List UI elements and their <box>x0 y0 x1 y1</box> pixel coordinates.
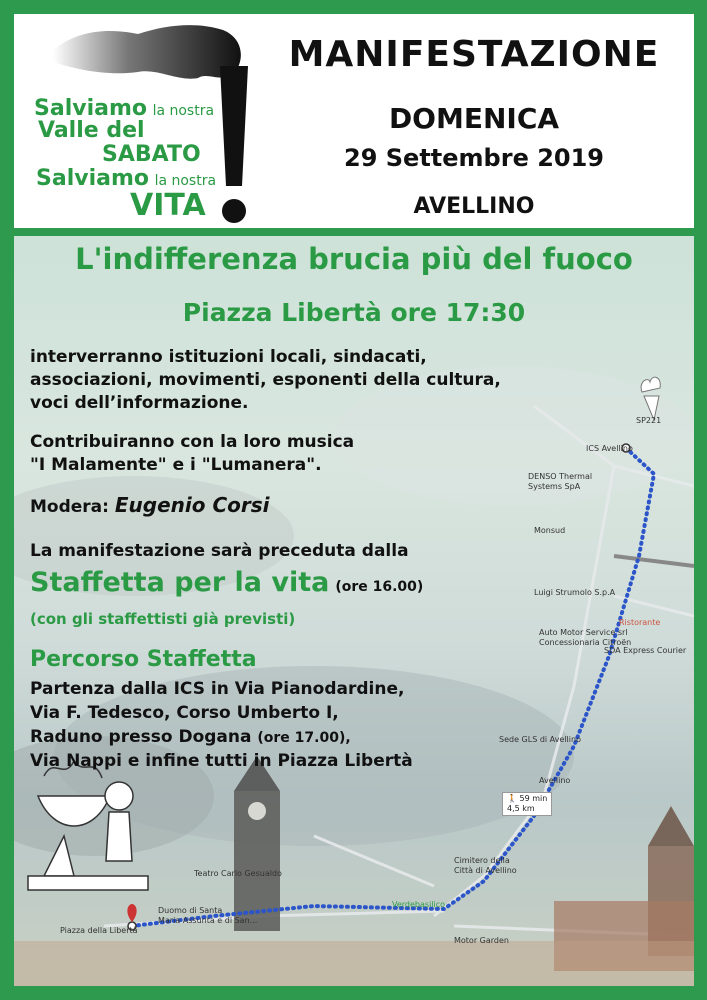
map-label-ristorante: Ristorante <box>619 618 661 627</box>
music-line-2: "I Malamente" e i "Lumanera". <box>30 455 322 475</box>
logo-salviamo-1: Salviamo <box>34 96 147 121</box>
map-label-monsud: Monsud <box>534 526 566 535</box>
place-time: Piazza Libertà ore 17:30 <box>182 298 526 327</box>
map-label-duomo-2: Maria Assunta e di San... <box>158 916 258 925</box>
map-label-avellino: Avellino <box>539 776 571 785</box>
route-title: Percorso Staffetta <box>30 647 257 672</box>
route-line-3: Raduno presso Dogana <box>30 727 252 747</box>
map-label-cimitero-1: Cimitero della <box>454 856 510 865</box>
logo-vita: VITA <box>130 188 206 223</box>
map-label-ics: ICS Avellino <box>586 444 633 453</box>
header <box>14 14 694 228</box>
speakers-line-1: interverranno istituzioni locali, sindacati, <box>30 347 427 367</box>
map-label-verde: Verdebasilico <box>392 900 446 909</box>
walk-icon: 🚶 <box>507 794 517 803</box>
relay-title: Staffetta per la vita <box>30 567 330 598</box>
route-line-4: Via Nappi e infine tutti in Piazza Libertà <box>30 751 413 771</box>
map-label-teatro: Teatro Carlo Gesualdo <box>194 869 282 878</box>
speakers-line-2: associazioni, movimenti, esponenti della cultura, <box>30 370 501 390</box>
map-label-cimitero-2: Città di Avellino <box>454 866 517 875</box>
moderator-label: Modera: <box>30 497 109 517</box>
map-label-luigi: Luigi Strumolo S.p.A <box>534 588 616 597</box>
logo-la-nostra-2: la nostra <box>154 173 217 189</box>
map-label-sda: SDA Express Courier <box>604 646 687 655</box>
headline: L'indifferenza brucia più del fuoco <box>75 242 633 276</box>
event-city: AVELLINO <box>413 194 535 219</box>
main-panel <box>14 236 694 986</box>
route-line-3-time: (ore 17.00), <box>257 730 351 746</box>
route-line-2: Via F. Tedesco, Corso Umberto I, <box>30 703 339 723</box>
music-line-1: Contribuiranno con la loro musica <box>30 432 355 452</box>
route-distance: 4,5 km <box>507 804 535 813</box>
exclamation-icon <box>214 66 254 226</box>
map-label-auto-1: Auto Motor Service srl <box>539 628 628 637</box>
map-label-piazza: Piazza della Libertà <box>60 926 138 935</box>
map-label-auto-2: Concessionaria Citroën <box>539 638 632 647</box>
preceded-text: La manifestazione sarà preceduta dalla <box>30 541 409 561</box>
map-label-road: SP221 <box>636 416 662 425</box>
map-label-denso-2: Systems SpA <box>528 482 581 491</box>
map-label-duomo-1: Duomo di Santa <box>158 906 223 915</box>
map-label-gls: Sede GLS di Avellino <box>499 735 581 744</box>
logo-sabato: SABATO <box>102 142 201 167</box>
route-duration-box <box>502 792 552 816</box>
map-label-motor: Motor Garden <box>454 936 509 945</box>
map-label-denso-1: DENSO Thermal <box>528 472 593 481</box>
speakers-line-3: voci dell’informazione. <box>30 393 249 413</box>
relay-time: (ore 16.00) <box>335 579 424 595</box>
event-title: MANIFESTAZIONE <box>288 34 660 75</box>
event-day: DOMENICA <box>388 102 560 135</box>
moderator-name: Eugenio Corsi <box>114 493 270 517</box>
logo-salviamo-2: Salviamo <box>36 166 149 191</box>
logo-valle: Valle del <box>38 118 145 143</box>
route-line-1: Partenza dalla ICS in Via Pianodardine, <box>30 679 405 699</box>
relay-note: (con gli staffettisti già previsti) <box>30 610 296 628</box>
event-date: 29 Settembre 2019 <box>344 144 604 172</box>
logo-la-nostra-1: la nostra <box>152 103 215 119</box>
route-duration: 59 min <box>519 794 548 803</box>
